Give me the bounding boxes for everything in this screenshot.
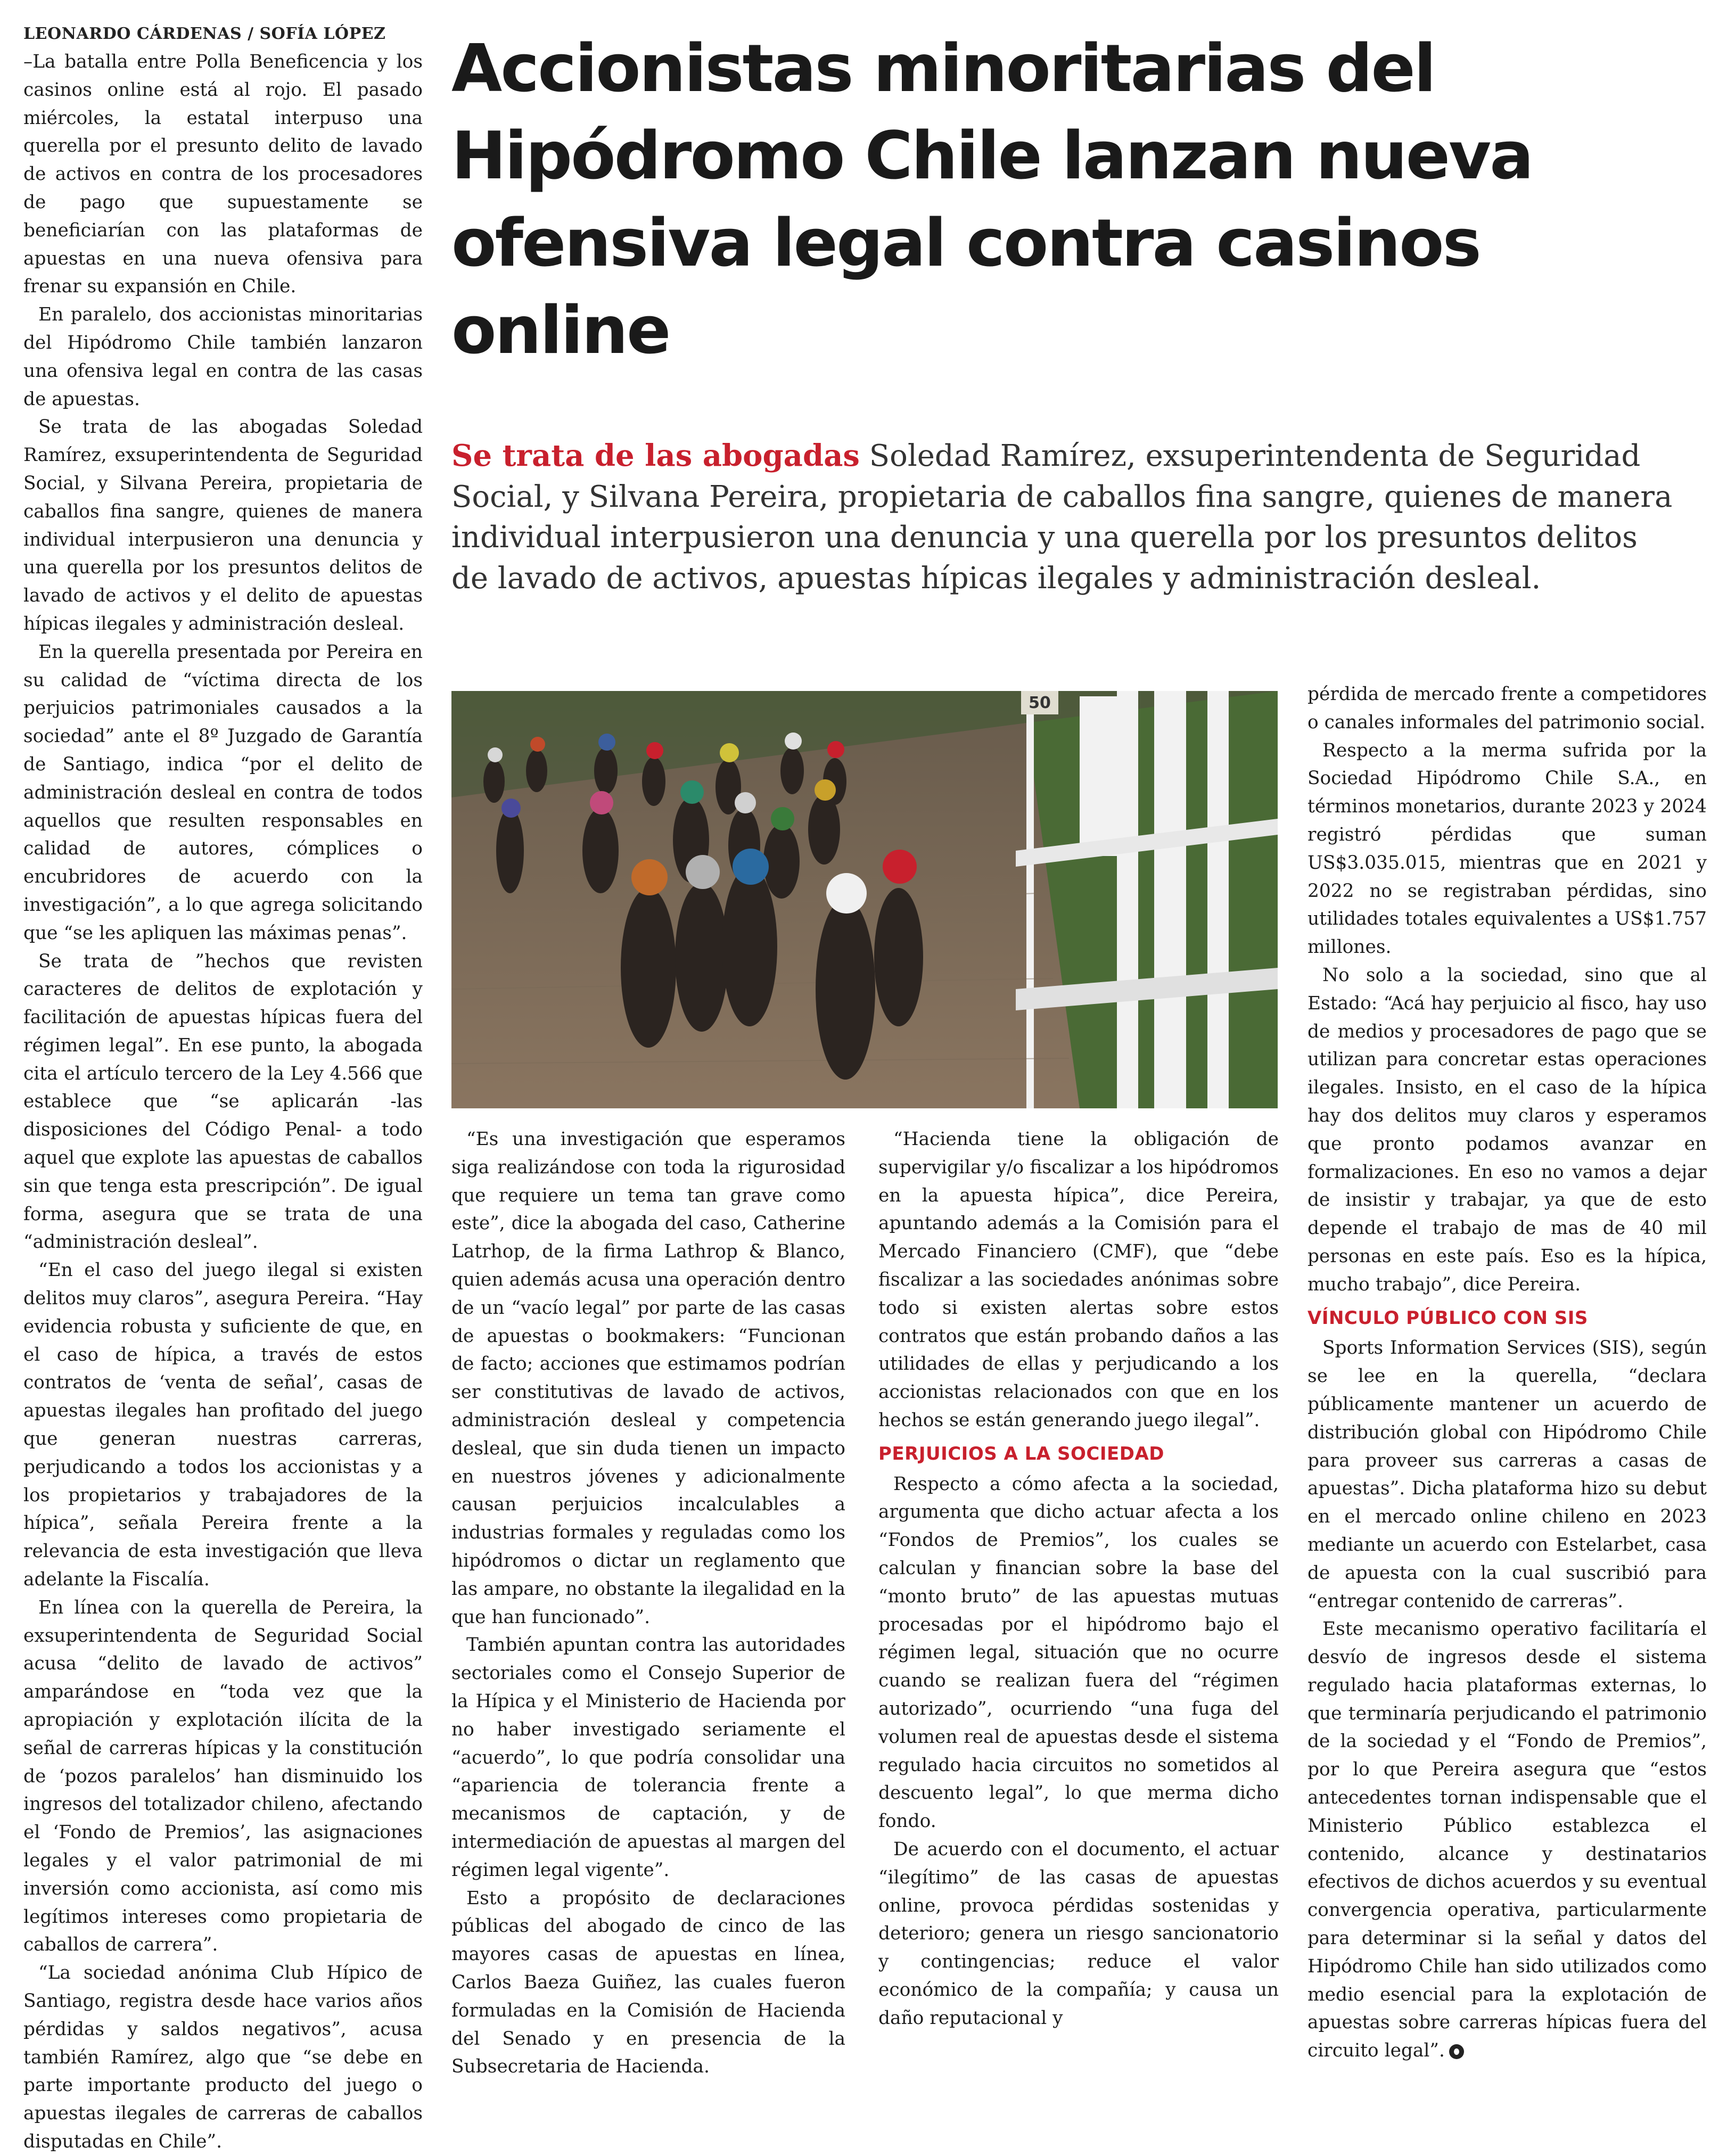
paragraph xyxy=(1307,1615,1707,2065)
paragraph: “En el caso del juego ilegal si existen delitos muy claros”, asegura Pereira. “Hay evidencia robusta y suficiente de que, en el caso de hípica, a través de estos contratos de ‘venta de señal’, casas de apuestas ilegales han profitado del juego que generan nuestras carreras, perjudicando a todos los accionistas y a los propietarios y trabajadores de la hípica”, señala Pereira frente a la relevancia de esta investigación que lleva adelante la Fiscalía. xyxy=(23,1260,423,1591)
deck-text: Soledad Ramírez, exsuperintendenta de Seguridad Social, y Silvana Pereira, propietaria de caballos fina sangre, quienes de manera individual interpusieron una denuncia y una querella por los presuntos delitos de lavado de activos, apuestas hípicas ilegales y administración desleal. xyxy=(451,439,1673,596)
column-3 xyxy=(878,1125,1279,2032)
paragraph: En paralelo, dos accionistas minoritarias del Hipódromo Chile también lanzaron una ofensiva legal en contra de las casas de apuestas. xyxy=(23,304,423,410)
paragraph: En la querella presentada por Pereira en su calidad de “víctima directa de los perjuicios patrimoniales causados a la sociedad” ante el 8º Juzgado de Garantía de Santiago, indica “por el delito de administración desleal en contra de todos aquellos que resulten responsables en calidad de autores, cómplices o encubridores de acuerdo con la investigación”, a lo que agrega solicitando que “se les apliquen las máximas penas”. xyxy=(23,641,423,944)
column-4 xyxy=(1307,680,1707,2065)
column-1 xyxy=(23,20,423,2156)
paragraph: Respecto a cómo afecta a la sociedad, argumenta que dicho actuar afecta a los “Fondos de Premios”, los cuales se calculan y financian sobre la base del “monto bruto” de las apuestas mutuas procesadas por el hipódromo bajo el régimen legal, situación que no ocurre cuando se realizan fuera del “régimen autorizado”, ocurriendo “una fuga del volumen real de apuestas desde el sistema regulado hacia circuitos no sometidos al descuento legal”, lo que merma dicho fondo. xyxy=(878,1473,1279,1832)
paragraph: Esto a propósito de declaraciones públicas del abogado de cinco de las mayores casas de apuestas en línea, Carlos Baeza Guiñez, las cuales fueron formuladas en la Comisión de Hacienda del Senado y en presencia de la Subsecretaria de Hacienda. xyxy=(451,1887,845,2078)
distance-sign: 50 xyxy=(1029,694,1051,712)
horse-race-photo-icon xyxy=(451,691,1278,1108)
paragraph: No solo a la sociedad, sino que al Estado: “Acá hay perjuicio al fisco, hay uso de medios y procesadores de pago que se utilizan para concretar estas operaciones ilegales. Insisto, en el caso de la hípica hay dos delitos muy claros y esperamos que pronto podamos avanzar en formalizaciones. En eso no vamos a dejar de insistir y trabajar, ya que de esto depende el trabajo de mas de 40 mil personas en este país. Eso es la hípica, mucho trabajo”, dice Pereira. xyxy=(1307,964,1707,1295)
paragraph: También apuntan contra las autoridades sectoriales como el Consejo Superior de la Hípica y el Ministerio de Hacienda por no haber investigado seriamente el “acuerdo”, lo que podría consolidar una “apariencia de tolerancia frente a mecanismos de captación, y de intermediación de apuestas al margen del régimen legal vigente”. xyxy=(451,1634,845,1881)
paragraph: Se trata de las abogadas Soledad Ramírez, exsuperintendenta de Seguridad Social, y Silvana Pereira, propietaria de caballos fina sangre, quienes de manera individual interpusieron una denuncia y una querella por los presuntos delitos de lavado de activos y el delito de apuestas hípicas ilegales y administración desleal. xyxy=(23,416,423,635)
paragraph: “Es una investigación que esperamos siga realizándose con toda la rigurosidad que requiere un tema tan grave como este”, dice la abogada del caso, Catherine Latrhop, de la firma Lathrop & Blanco, quien además acusa una operación dentro de un “vacío legal” por parte de las casas de apuestas o bookmakers: “Funcionan de facto; acciones que estimamos podrían ser constitutivas de lavado de activos, administración desleal y competencia desleal, que sin duda tienen un impacto en nuestros jóvenes y adicionalmente causan perjuicios incalculables a industrias formales y reguladas como los hipódromos o dictar un reglamento que las ampare, no obstante la ilegalidad en la que han funcionado”. xyxy=(451,1129,845,1628)
paragraph: Sports Information Services (SIS), según se lee en la querella, “declara públicamente mantener un acuerdo de distribución global con Hipódromo Chile para proveer sus carreras a casas de apuestas”. Dicha plataforma hizo su debut en el mercado online chileno en 2023 mediante un acuerdo con Estelarbet, casa de apuesta con la cual suscribió para “entregar contenido de carreras”. xyxy=(1307,1337,1707,1612)
paragraph: Se trata de ”hechos que revisten caracteres de delitos de explotación y facilitación de apuestas hípicas fuera del régimen legal”. En ese punto, la abogada cita el artículo tercero de la Ley 4.566 que establece que “se aplicarán -las disposiciones del Código Penal- a todo aquel que explote las apuestas de caballos sin que tenga esta prescripción”. De igual forma, asegura que se trata de una “administración desleal”. xyxy=(23,950,423,1253)
section-title: VÍNCULO PÚBLICO CON SIS xyxy=(1307,1307,1588,1329)
paragraph: De acuerdo con el documento, el actuar “ilegítimo” de las casas de apuestas online, provoca pérdidas sostenidas y deterioro; genera un riesgo sancionatorio y contingencias; reduce el valor económico de la compañía; y causa un daño reputacional y xyxy=(878,1838,1279,2029)
paragraph: “Hacienda tiene la obligación de supervigilar y/o fiscalizar a los hipódromos en la apuesta hípica”, dice Pereira, apuntando además a la Comisión para el Mercado Financiero (CMF), que “debe fiscalizar a las sociedades anónimas sobre todo si existen alertas sobre estos contratos que están probando daños a las utilidades de ellas y perjudicando a los accionistas relacionados con que en los hechos se están generando juego ilegal”. xyxy=(878,1129,1279,1431)
paragraph: “La sociedad anónima Club Hípico de Santiago, registra desde hace varios años pérdidas y saldos negativos”, acusa también Ramírez, algo que “se debe en parte importante producto del juego o apuestas ilegales de carreras de caballos disputadas en Chile”. xyxy=(23,1962,423,2152)
deck xyxy=(451,435,1676,599)
headline: Accionistas minoritarias del Hipódromo Chile lanzan nueva ofensiva legal contra casinos online xyxy=(451,31,1533,369)
paragraph-text: Este mecanismo operativo facilitaría el desvío de ingresos desde el sistema regulado hacia plataformas externas, lo que terminaría perjudicando el patrimonio de la sociedad y el “Fondo de Premios”, por lo que Pereira asegura que “estos antecedentes tornan indispensable que el Ministerio Público establezca el contenido, alcance y destinatarios efectivos de dichos acuerdos y su eventual convergencia operativa, particularmente para determinar si la señal y datos del Hipódromo Chile han sido utilizados como medio esencial para la explotación de apuestas sobre carreras hípicas fuera del circuito legal”. xyxy=(1307,1618,1707,2062)
horse-race-photo xyxy=(451,691,1278,1108)
end-of-article-icon xyxy=(1449,2044,1464,2059)
paragraph: En línea con la querella de Pereira, la exsuperintendenta de Seguridad Social acusa “delito de lavado de activos” amparándose en “toda vez que la apropiación y explotación ilícita de la señal de carreras hípicas y la constitución de ‘pozos paralelos’ han disminuido los ingresos del totalizador chileno, afectando el ‘Fondo de Premios’, las asignaciones legales y el valor patrimonial de mi inversión como accionista, así como mis legítimos intereses como propietaria de caballos de carrera”. xyxy=(23,1597,423,1956)
deck-lead: Se trata de las abogadas xyxy=(451,438,860,473)
section-title: PERJUICIOS A LA SOCIEDAD xyxy=(878,1443,1165,1464)
byline: LEONARDO CÁRDENAS / SOFÍA LÓPEZ xyxy=(23,24,386,43)
paragraph: pérdida de mercado frente a competidores o canales informales del patrimonio social. xyxy=(1307,684,1707,733)
paragraph: –La batalla entre Polla Beneficencia y los casinos online está al rojo. El pasado miércoles, la estatal interpuso una querella por el presunto delito de lavado de activos en contra de los procesadores de pago que supuestamente se beneficiarían con las plataformas de apuestas en una nueva ofensiva para frenar su expansión en Chile. xyxy=(23,51,423,298)
column-2 xyxy=(451,1125,845,2081)
paragraph: Respecto a la merma sufrida por la Sociedad Hipódromo Chile S.A., en términos monetarios, durante 2023 y 2024 registró pérdidas que suman US$3.035.015, mientras que en 2021 y 2022 no se registraban pérdidas, sino utilidades totales equivalentes a US$1.757 millones. xyxy=(1307,739,1707,958)
